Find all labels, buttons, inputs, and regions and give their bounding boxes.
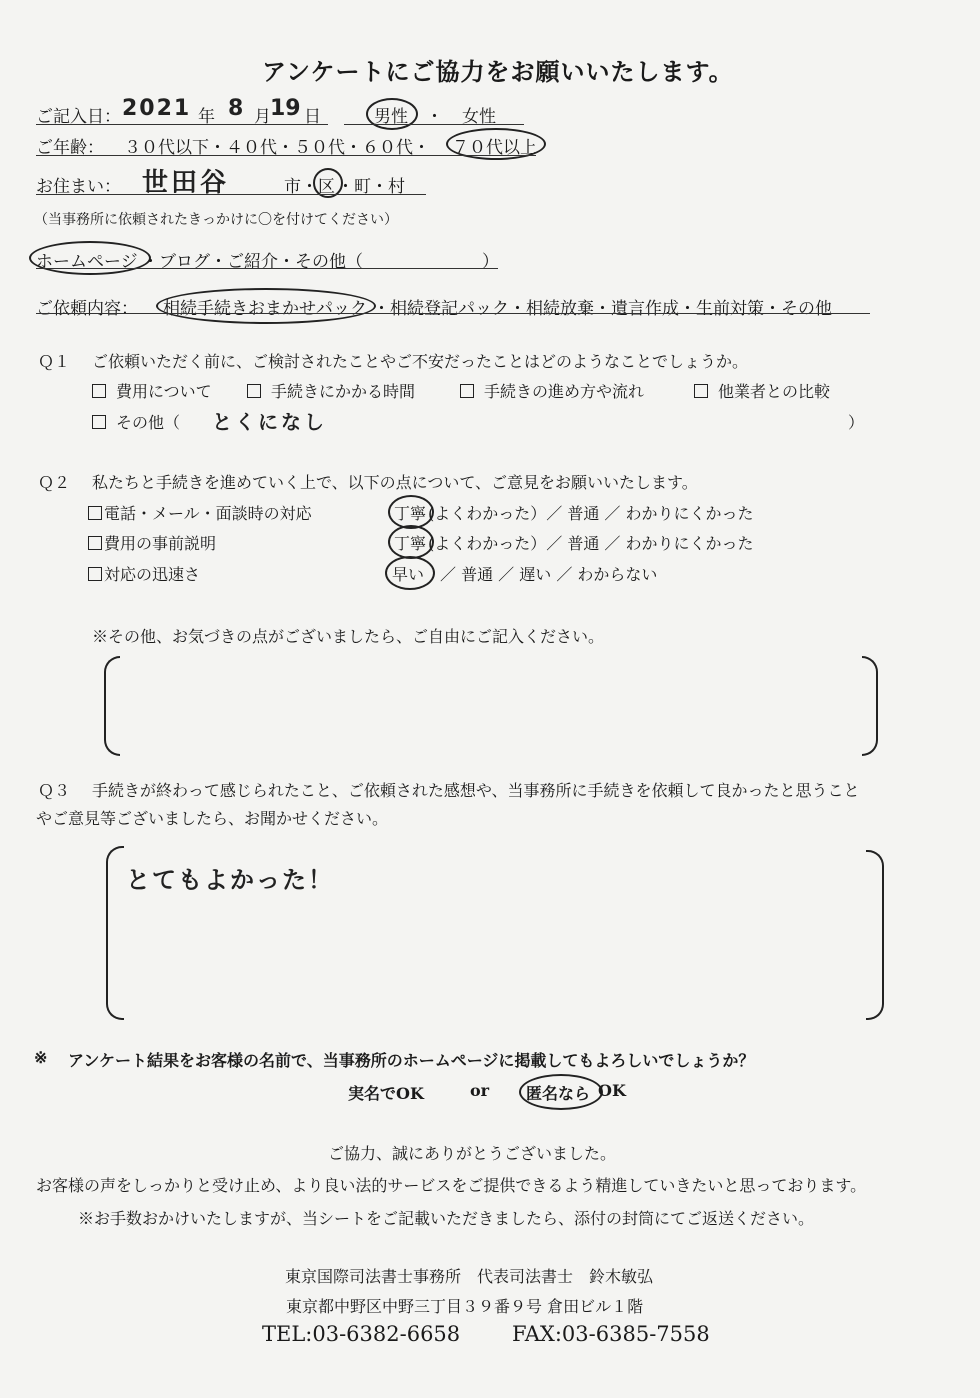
- q1-number: Ｑ１: [38, 352, 71, 371]
- q1-option-process[interactable]: 手続きの進め方や流れ: [460, 379, 644, 402]
- residence-label: お住まい：: [36, 177, 121, 197]
- q3-question-line1: 手続きが終わって感じられたこと、ご依頼された感想や、当事務所に手続きを依頼して良かったと思うこと: [92, 781, 860, 800]
- day-unit: 日: [304, 107, 321, 127]
- gender-female: 女性: [462, 107, 496, 127]
- q1-other-value[interactable]: とくになし: [212, 410, 327, 434]
- q3-question-line2: やご意見等ございましたら、お聞かせください。: [36, 809, 389, 828]
- gender-underline: [344, 124, 524, 125]
- residence-type-selected: 区: [318, 177, 335, 197]
- residence-underline: [36, 194, 426, 195]
- q1-option-compare[interactable]: 他業者との比較: [694, 379, 830, 402]
- request-underline: [36, 313, 870, 314]
- trigger-underline: [36, 268, 498, 269]
- trigger-selected: ホームページ: [36, 252, 138, 272]
- checkbox-icon[interactable]: [247, 384, 261, 398]
- age-selected: ７０代以上: [452, 138, 537, 158]
- publish-anon-option[interactable]: 匿名なら: [526, 1084, 591, 1103]
- q2-row-cost-rest: (よくわかった）／ 普通 ／ わかりにくかった: [428, 534, 754, 553]
- gender-sep: ・: [426, 107, 443, 127]
- age-label: ご年齢：: [36, 138, 104, 158]
- request-selected-circle: [156, 288, 376, 324]
- q2-row-speed-rest: ／ 普通 ／ 遅い ／ わからない: [440, 565, 658, 584]
- date-label: ご記入日：: [36, 107, 121, 127]
- publish-anon-suffix: OK: [598, 1081, 626, 1100]
- publish-or: or: [470, 1081, 490, 1100]
- month-unit: 月: [254, 107, 271, 127]
- office-tel: TEL:03-6382-6658: [262, 1322, 461, 1346]
- trigger-selected-circle: [29, 241, 151, 275]
- bracket-left: [106, 846, 124, 1020]
- request-selected: 相続手続きおまかせパック: [163, 299, 367, 319]
- q3-answer-text: とてもよかった！: [126, 866, 334, 894]
- gender-male-circle: [366, 98, 418, 130]
- publish-real-name-option[interactable]: 実名でOK: [348, 1084, 424, 1103]
- q2-row-speed-circle: [385, 556, 435, 590]
- survey-title: アンケートにご協力をお願いいたします。: [262, 57, 734, 86]
- q2-row-speed-selected: 早い: [392, 565, 425, 584]
- q2-row-contact-rest: (よくわかった）／ 普通 ／ わかりにくかった: [428, 504, 754, 523]
- publish-question: アンケート結果をお客様の名前で、当事務所のホームページに掲載してもよろしいでしょうか？: [68, 1051, 755, 1070]
- checkbox-icon[interactable]: [694, 384, 708, 398]
- office-address: 東京都中野区中野三丁目３９番９号 倉田ビル１階: [286, 1297, 644, 1316]
- q2-question: 私たちと手続きを進めていく上で、以下の点について、ご意見をお願いいたします。: [92, 473, 698, 492]
- checkbox-icon[interactable]: [460, 384, 474, 398]
- day-value: 19: [270, 96, 301, 121]
- q2-number: Ｑ２: [38, 473, 71, 492]
- bracket-right: [862, 656, 878, 756]
- trigger-others: ・ブログ・ご紹介・その他（ ）: [142, 252, 499, 272]
- checkbox-icon[interactable]: [92, 384, 106, 398]
- closing-message: お客様の声をしっかりと受け止め、より良い法的サービスをご提供できるよう精進していきたいと思っております。: [36, 1176, 867, 1195]
- q2-row-cost-label: 費用の事前説明: [88, 531, 216, 554]
- publish-mark: ※: [34, 1048, 48, 1067]
- checkbox-icon[interactable]: [88, 506, 102, 520]
- residence-type-before: 市・: [284, 177, 318, 197]
- q2-note: ※その他、お気づきの点がございましたら、ご自由にご記入ください。: [92, 627, 605, 646]
- month-value: 8: [228, 96, 244, 121]
- request-label: ご依頼内容：: [36, 299, 138, 319]
- year-value: 2021: [122, 96, 192, 121]
- q1-question: ご依頼いただく前に、ご検討されたことやご不安だったことはどのようなことでしょうか。: [92, 352, 749, 371]
- bracket-right: [866, 850, 884, 1020]
- residence-value: 世田谷: [142, 168, 230, 198]
- q1-option-other[interactable]: その他（: [92, 410, 180, 433]
- q2-row-cost-selected: 丁寧: [394, 534, 427, 553]
- office-fax: FAX:03-6385-7558: [512, 1322, 710, 1346]
- q2-row-contact-label: 電話・メール・面談時の対応: [88, 501, 312, 524]
- q3-answer-box[interactable]: [106, 846, 884, 1020]
- closing-return-note: ※お手数おかけいたしますが、当シートをご記載いただきましたら、添付の封筒にてご返送ください。: [78, 1209, 815, 1228]
- q2-row-speed-label: 対応の迅速さ: [88, 562, 200, 585]
- year-unit: 年: [198, 107, 215, 127]
- q3-number: Ｑ３: [38, 781, 71, 800]
- checkbox-icon[interactable]: [92, 415, 106, 429]
- age-options: ３０代以下・４０代・５０代・６０代・: [124, 138, 430, 158]
- bracket-left: [104, 656, 120, 756]
- gender-male: 男性: [374, 107, 408, 127]
- q2-row-contact-selected: 丁寧: [394, 504, 427, 523]
- q2-comment-box[interactable]: [104, 656, 878, 756]
- q1-option-time[interactable]: 手続きにかかる時間: [247, 379, 415, 402]
- trigger-note: （当事務所に依頼されたきっかけに〇を付けてください）: [34, 212, 398, 228]
- age-underline: [36, 155, 536, 156]
- q1-other-close: ）: [848, 413, 865, 432]
- checkbox-icon[interactable]: [88, 567, 102, 581]
- closing-thanks: ご協力、誠にありがとうございました。: [328, 1144, 617, 1163]
- request-others: ・相続登記パック・相続放棄・遺言作成・生前対策・その他: [373, 299, 832, 319]
- checkbox-icon[interactable]: [88, 536, 102, 550]
- q1-option-cost[interactable]: 費用について: [92, 379, 212, 402]
- residence-type-after: ・町・村: [337, 177, 405, 197]
- office-name: 東京国際司法書士事務所 代表司法書士 鈴木敏弘: [285, 1267, 654, 1286]
- date-underline: [36, 124, 328, 125]
- publish-anon-circle: [519, 1074, 603, 1110]
